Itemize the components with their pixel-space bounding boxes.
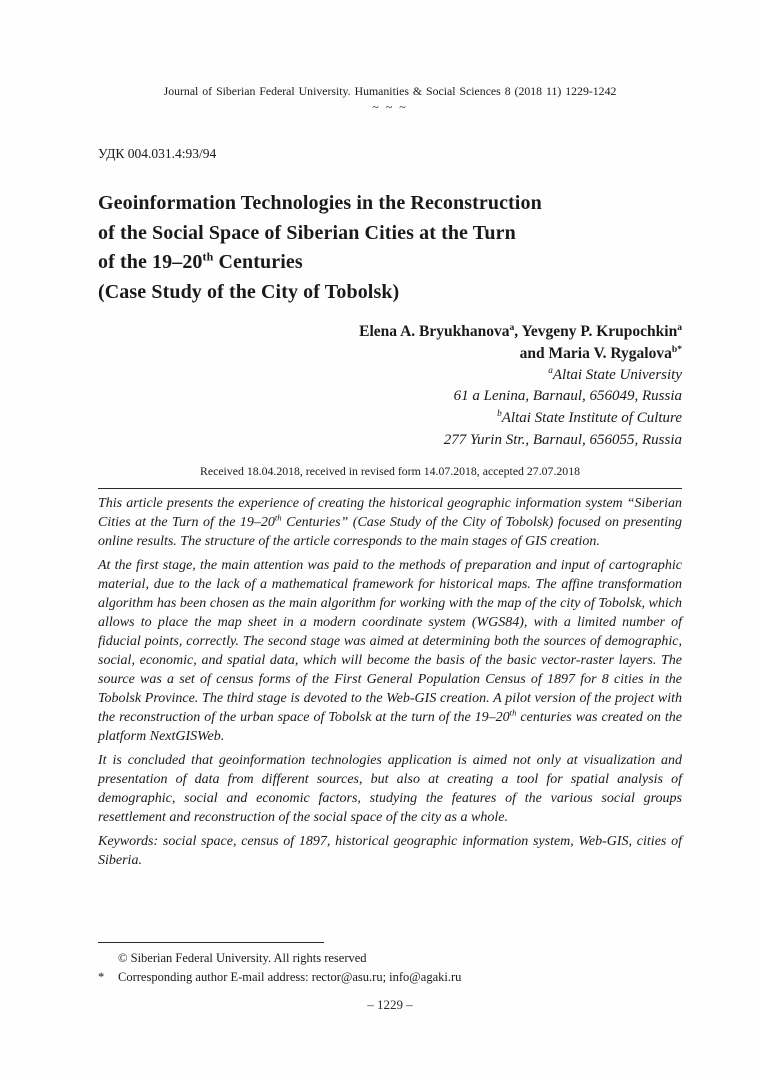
abstract-paragraph-3: It is concluded that geoinformation technologies application is aimed not only at visualization and presentation of data from different sources, but also at creating a tool for spatial analysis of demographic, social and economic factors, studying the features of the various social groups resettlement and reconstruction of the social space of the city as a whole. [98,753,682,825]
affiliation-mark: a [548,365,553,376]
page-number: – 1229 – [367,997,413,1012]
tilde-separator: ~ ~ ~ [372,100,408,114]
corresponding-author-line: * Corresponding author E-mail address: rector@asu.ru; info@agaki.ru [98,968,682,987]
footnote-block [98,949,682,986]
received-dates-line: Received 18.04.2018, received in revised form 14.07.2018, accepted 27.07.2018 [199,464,580,478]
authors-line-2: and Maria V. Rygalova$^{b*}$ [519,343,682,362]
udc-code: УДК 004.031.4:93/94 [98,146,217,161]
abstract-superscript: th [274,512,282,523]
affiliation-1-name: $^a$Altai State University [548,365,682,383]
affiliation-1-address: 61 a Lenina, Barnaul, 656049, Russia [453,388,682,405]
author-affiliation-mark: b* [671,343,682,355]
author-affiliation-mark: a [509,321,515,333]
footnote-asterisk-marker: * [98,969,105,984]
affiliation-2-name: $^b$Altai State Institute of Culture [497,409,682,427]
author-affiliation-mark: a [677,321,682,333]
authors-affiliations-block [98,321,682,452]
title-superscript: th [202,249,214,264]
abstract-superscript: th [509,707,517,718]
abstract-block [98,494,682,875]
keywords-line: Keywords: social space, census of 1897, historical geographic information system, Web-GIS, cities of Siberia. [98,834,682,868]
abstract-divider-rule [98,488,682,489]
abstract-paragraph-1: This article presents the experience of creating the historical geographic information system “Siberian Cities at the Turn of the 19–20th Centuries” (Case Study of the City of Tobolsk) focused on presenting online results. The structure of the article corresponds to the main stages of GIS creation. [98,496,682,549]
title-line-3: of the 19–20th Centuries [98,249,303,273]
article-title [98,189,682,307]
authors-line-1: Elena A. Bryukhanova$^a$, Yevgeny P. Krupochkin$^a$ [359,321,682,340]
affiliation-mark: b [497,409,502,420]
footnote-divider-rule [98,942,324,943]
title-line-1: Geoinformation Technologies in the Reconstruction [98,192,542,214]
affiliation-2-address: 277 Yurin Str., Barnaul, 656055, Russia [443,431,682,448]
copyright-line: © Siberian Federal University. All rights reserved [118,951,367,965]
abstract-paragraph-2: At the first stage, the main attention was paid to the methods of preparation and input of cartographic material, due to the lack of a mathematical framework for historical maps. The affine transformation algorithm has been chosen as the main algorithm for working with the map of the city of Tobolsk, which allows to place the map sheet in a modern coordinate system (WGS84), with a limited number of fiducial points, correctly. The second stage was aimed at determining both the sources of demographic, social, economic, and spatial data, which will become the basis of the basic vector-raster layers. The source was a set of census forms of the First General Population Census of 1897 for 8 cities in the Tobolsk Province. The third stage is devoted to the Web-GIS creation. A pilot version of the project with the reconstruction of the urban space of Tobolsk at the turn of the 19–20th centuries was created on the platform NextGISWeb. [98,558,683,744]
title-line-4: (Case Study of the City of Tobolsk) [98,280,400,303]
title-line-2: of the Social Space of Siberian Cities at the Turn [98,221,516,244]
journal-header-line: Journal of Siberian Federal University. Humanities & Social Sciences 8 (2018 11) 1229-1242 [163,84,617,98]
